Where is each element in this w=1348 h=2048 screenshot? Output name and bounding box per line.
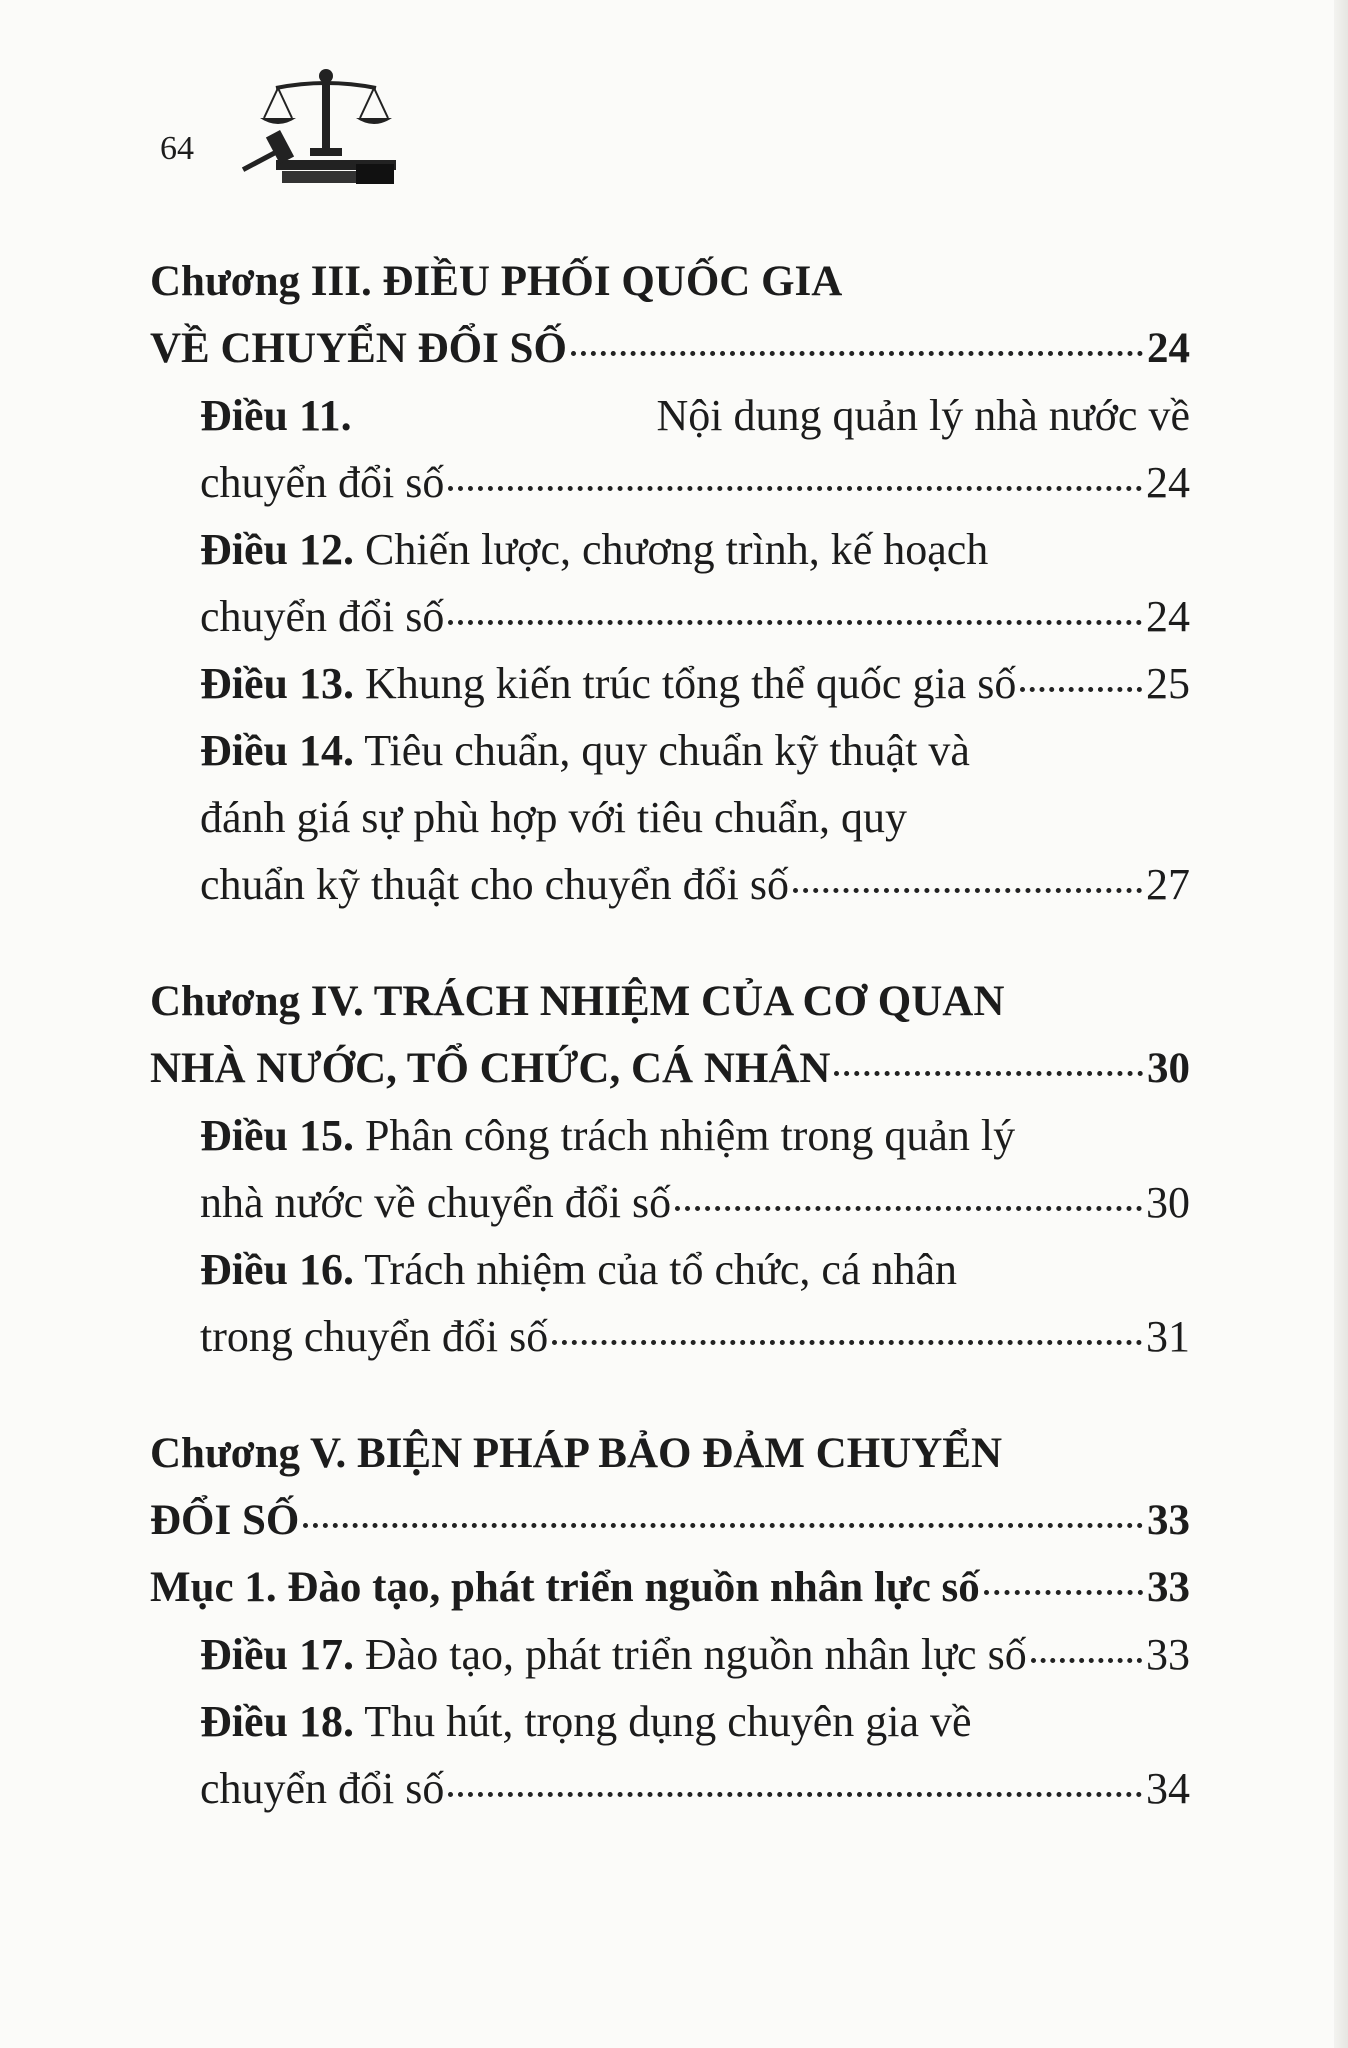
page-ref: 25 — [1146, 659, 1190, 708]
toc-article-13 — [150, 650, 1190, 717]
page-ref: 27 — [1146, 860, 1190, 909]
toc-article-18 — [150, 1688, 1190, 1822]
toc-chapter-5 — [150, 1420, 1190, 1554]
article-label: Điều 13. — [200, 659, 354, 708]
article-title-line: chuẩn kỹ thuật cho chuyển đổi số — [200, 860, 789, 909]
page-ref: 33 — [1147, 1564, 1190, 1611]
article-title-line: đánh giá sự phù hợp với tiêu chuẩn, quy — [200, 793, 908, 842]
toc-article-11 — [150, 382, 1190, 516]
chapter-title-line: VỀ CHUYỂN ĐỔI SỐ — [150, 325, 567, 372]
dot-leader — [448, 457, 1142, 501]
chapter-title-line: Chương IV. TRÁCH NHIỆM CỦA CƠ QUAN — [150, 978, 1005, 1025]
article-label: Điều 15. — [200, 1111, 354, 1160]
dot-leader — [1020, 658, 1142, 702]
page-ref: 33 — [1146, 1630, 1190, 1679]
article-title-line: chuyển đổi số — [200, 1764, 445, 1813]
toc-article-14 — [150, 717, 1190, 918]
page-ref: 24 — [1146, 458, 1190, 507]
page-ref: 33 — [1147, 1497, 1190, 1544]
dot-leader — [303, 1495, 1143, 1538]
article-title-line: Đào tạo, phát triển nguồn nhân lực số — [365, 1630, 1027, 1679]
dot-leader — [675, 1177, 1142, 1221]
dot-leader — [834, 1043, 1143, 1086]
article-title-line: Phân công trách nhiệm trong quản lý — [365, 1111, 1016, 1160]
dot-leader — [793, 859, 1142, 903]
dot-leader — [984, 1562, 1143, 1605]
section-title-line: Mục 1. Đào tạo, phát triển nguồn nhân lực số — [150, 1564, 980, 1611]
article-title-line: nhà nước về chuyển đổi số — [200, 1178, 672, 1227]
toc-chapter-4 — [150, 968, 1190, 1102]
article-label: Điều 16. — [200, 1245, 354, 1294]
article-title-line: Thu hút, trọng dụng chuyên gia về — [364, 1697, 972, 1746]
page-ref: 30 — [1146, 1178, 1190, 1227]
toc-section-1 — [150, 1554, 1190, 1621]
article-label: Điều 17. — [200, 1630, 354, 1679]
article-title-line: trong chuyển đổi số — [200, 1312, 549, 1361]
article-label: Điều 14. — [200, 726, 354, 775]
dot-leader — [448, 1763, 1142, 1807]
dot-leader — [552, 1311, 1142, 1355]
dot-leader — [1031, 1629, 1142, 1673]
toc-article-12 — [150, 516, 1190, 650]
page-ref: 24 — [1147, 325, 1190, 372]
article-title-line: Nội dung quản lý nhà nước về — [656, 391, 1190, 440]
article-title-line: chuyển đổi số — [200, 592, 445, 641]
chapter-title-line: Chương III. ĐIỀU PHỐI QUỐC GIA — [150, 258, 843, 305]
page-ref: 31 — [1146, 1312, 1190, 1361]
article-title-line: Khung kiến trúc tổng thể quốc gia số — [365, 659, 1017, 708]
article-label: Điều 12. — [200, 525, 354, 574]
page-ref: 30 — [1147, 1045, 1190, 1092]
toc-article-16 — [150, 1236, 1190, 1370]
table-of-contents — [150, 248, 1190, 1822]
toc-article-17 — [150, 1621, 1190, 1688]
page-edge — [1334, 0, 1348, 2048]
dot-leader — [448, 591, 1142, 635]
chapter-title-line: Chương V. BIỆN PHÁP BẢO ĐẢM CHUYỂN — [150, 1430, 1003, 1477]
scales-of-justice-icon — [236, 60, 416, 188]
article-title-line: chuyển đổi số — [200, 458, 445, 507]
page-ref: 24 — [1146, 592, 1190, 641]
chapter-title-line: ĐỔI SỐ — [150, 1497, 300, 1544]
chapter-title-line: NHÀ NƯỚC, TỔ CHỨC, CÁ NHÂN — [150, 1045, 831, 1092]
toc-article-15 — [150, 1102, 1190, 1236]
article-label: Điều 11. — [200, 391, 352, 440]
page-header — [160, 60, 420, 190]
page-ref: 34 — [1146, 1764, 1190, 1813]
toc-chapter-3 — [150, 248, 1190, 382]
article-title-line: Trách nhiệm của tổ chức, cá nhân — [364, 1245, 958, 1294]
article-title-line: Tiêu chuẩn, quy chuẩn kỹ thuật và — [364, 726, 970, 775]
dot-leader — [571, 323, 1143, 366]
article-title-line: Chiến lược, chương trình, kế hoạch — [365, 525, 989, 574]
page-number: 64 — [160, 130, 194, 167]
article-label: Điều 18. — [200, 1697, 354, 1746]
